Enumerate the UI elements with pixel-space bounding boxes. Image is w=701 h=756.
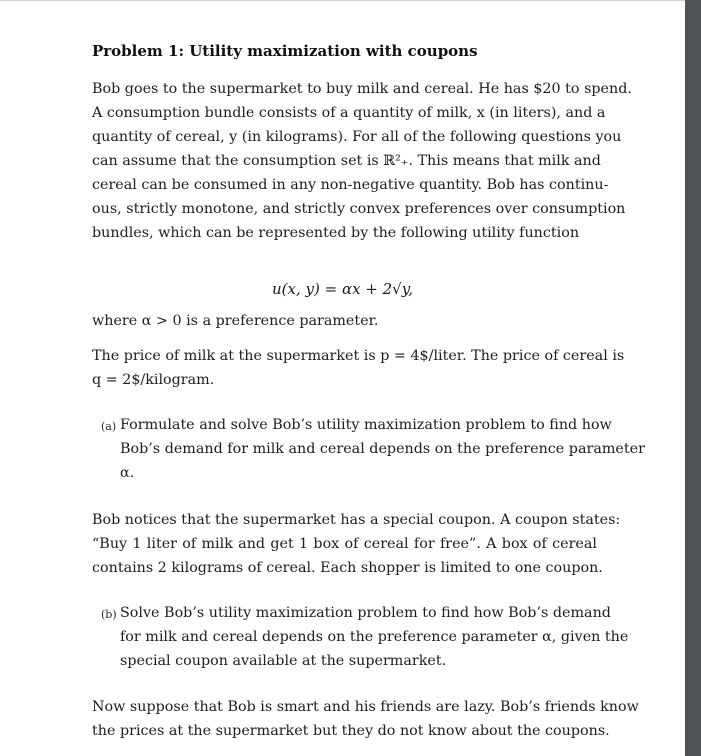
prices-line: q = 2$/kilogram. <box>92 372 215 388</box>
part-b-line: Solve Bob’s utility maximization problem to find how Bob’s demand <box>120 605 611 621</box>
part-a-text <box>120 413 645 485</box>
viewer-scroll-gutter <box>685 0 701 756</box>
coupon-line: Bob notices that the supermarket has a special coupon. A coupon states: <box>92 512 621 528</box>
part-b-line: for milk and cereal depends on the preference parameter α, given the <box>120 629 629 645</box>
prices-line: The price of milk at the supermarket is p = 4$/liter. The price of cereal is <box>92 348 625 364</box>
coupon-paragraph <box>92 508 621 580</box>
part-a-line: Formulate and solve Bob’s utility maximization problem to find how <box>120 417 612 433</box>
part-a-line: Bob’s demand for milk and cereal depends on the preference parameter <box>120 441 645 457</box>
intro-line: ous, strictly monotone, and strictly convex preferences over consumption <box>92 201 626 217</box>
intro-line: bundles, which can be represented by the following utility function <box>92 225 580 241</box>
part-b-text <box>120 601 629 673</box>
friends-line: the prices at the supermarket but they do not know about the coupons. <box>92 723 610 739</box>
intro-line: Bob goes to the supermarket to buy milk and cereal. He has $20 to spend. <box>92 81 632 97</box>
alpha-note <box>92 309 597 333</box>
alpha-note-line: where α > 0 is a preference parameter. <box>92 313 379 329</box>
utility-equation: u(x, y) = αx + 2√y, <box>272 280 413 298</box>
intro-line: can assume that the consumption set is ℝ²₊. This means that milk and <box>92 153 601 169</box>
friends-line: Now suppose that Bob is smart and his friends are lazy. Bob’s friends know <box>92 699 639 715</box>
intro-paragraph <box>92 77 632 245</box>
intro-line: quantity of cereal, y (in kilograms). For all of the following questions you <box>92 129 622 145</box>
coupon-line: “Buy 1 liter of milk and get 1 box of cereal for free”. A box of cereal <box>92 536 597 552</box>
friends-paragraph <box>92 695 639 743</box>
part-b-label: (b) <box>101 608 117 621</box>
intro-line: cereal can be consumed in any non-negative quantity. Bob has continu- <box>92 177 609 193</box>
problem-title: Problem 1: Utility maximization with coupons <box>92 42 478 60</box>
coupon-line: contains 2 kilograms of cereal. Each shopper is limited to one coupon. <box>92 560 603 576</box>
intro-line: A consumption bundle consists of a quantity of milk, x (in liters), and a <box>92 105 606 121</box>
part-a-label: (a) <box>101 420 117 433</box>
part-a-line: α. <box>120 465 135 481</box>
prices-paragraph <box>92 344 625 392</box>
part-b-line: special coupon available at the supermarket. <box>120 653 447 669</box>
